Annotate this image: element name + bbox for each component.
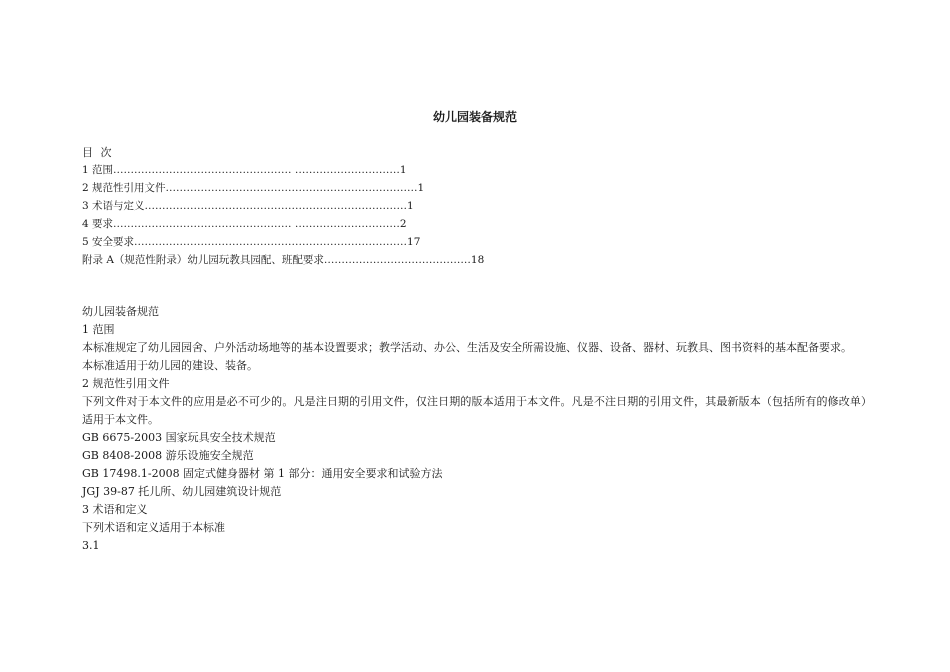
- toc-item: 5 安全要求……………………………………………………………………17: [82, 236, 421, 248]
- reference-item: GB 17498.1-2008 固定式健身器材 第 1 部分：通用安全要求和试验方法: [82, 467, 443, 480]
- section-heading-scope: 1 范围: [82, 323, 115, 336]
- toc-heading: 目 次: [82, 146, 114, 159]
- reference-item: GB 8408-2008 游乐设施安全规范: [82, 449, 254, 462]
- section-heading-terms: 3 术语和定义: [82, 503, 148, 516]
- references-paragraph: 下列文件对于本文件的应用是必不可少的。凡是注日期的引用文件，仅注日期的版本适用于本文件。凡是不注日期的引用文件，其最新版本（包括所有的修改单）适用于本文件。: [82, 395, 872, 426]
- reference-item: GB 6675-2003 国家玩具安全技术规范: [82, 431, 276, 444]
- toc-item: 附录 A（规范性附录）幼儿园玩教具园配、班配要求……………………………………18: [82, 254, 485, 266]
- document-title: 幼儿园装备规范: [432, 110, 517, 124]
- section-heading-references: 2 规范性引用文件: [82, 377, 170, 390]
- table-of-contents: [82, 145, 882, 269]
- document-body: [82, 303, 872, 555]
- body-subtitle: 幼儿园装备规范: [82, 305, 159, 318]
- terms-paragraph: 下列术语和定义适用于本标准: [82, 521, 225, 534]
- toc-item: 2 规范性引用文件………………………………………………………………1: [82, 182, 425, 194]
- reference-item: JGJ 39-87 托儿所、幼儿园建筑设计规范: [82, 485, 282, 498]
- scope-applicability: 本标准适用于幼儿园的建设、装备。: [82, 359, 258, 372]
- toc-item: 1 范围…………………………………………… …………………………1: [82, 164, 407, 176]
- scope-paragraph: 本标准规定了幼儿园园舍、户外活动场地等的基本设置要求；教学活动、办公、生活及安全所需设施、仪器、设备、器材、玩教具、图书资料的基本配备要求。: [82, 341, 852, 354]
- toc-item: 4 要求…………………………………………… …………………………2: [82, 218, 407, 230]
- toc-item: 3 术语与定义…………………………………………………………………1: [82, 200, 414, 212]
- term-number: 3.1: [82, 539, 100, 552]
